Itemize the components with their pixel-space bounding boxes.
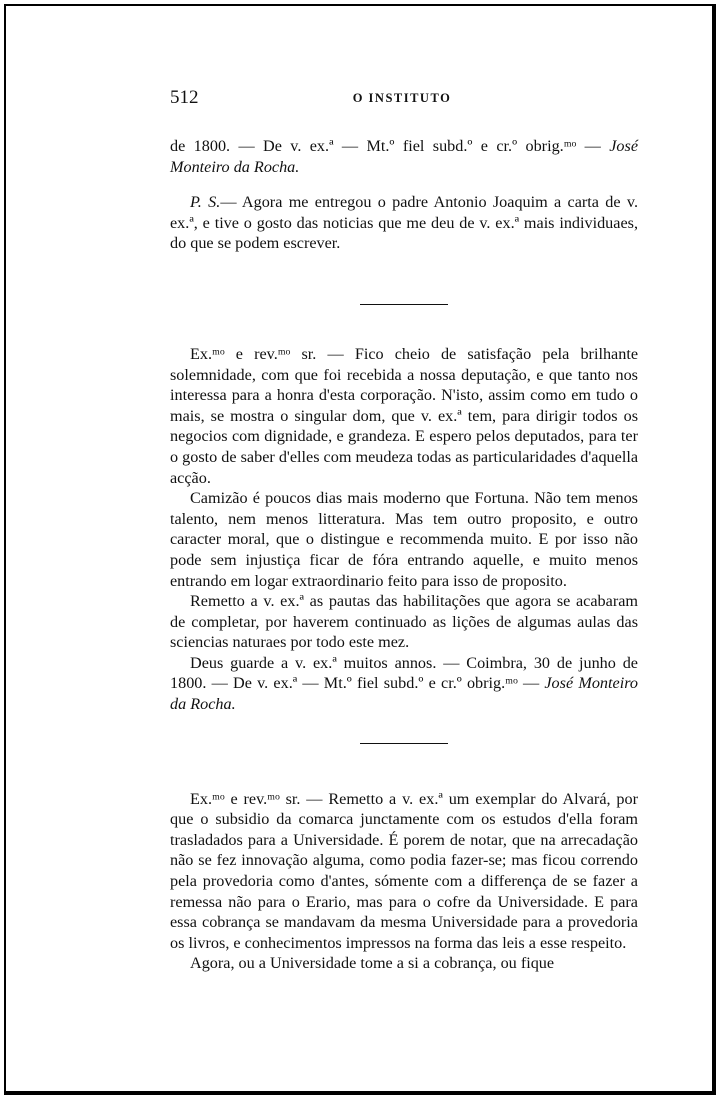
letter2-paragraph: Remetto a v. ex.ª as pautas das habilitações que agora se acabaram de completar, por haverem continuado as lições de algumas aulas das sciencias naturaes por todo este mez. [170, 592, 638, 652]
letter2-signature: José Monteiro da Rocha. [170, 674, 638, 714]
page-body [170, 136, 638, 974]
section-divider [360, 743, 448, 744]
letter2-closing-text: Deus guarde a v. ex.ª muitos annos. — Coimbra, 30 de junho de 1800. — De v. ex.ª — Mt.º fiel subd.º e cr.º obrig.ᵐᵒ — [170, 653, 638, 693]
page [4, 4, 716, 1095]
postscript [170, 192, 638, 254]
letter1-closing [170, 136, 638, 177]
letter1-closing-text: de 1800. — De v. ex.ª — Mt.º fiel subd.º e cr.º obrig.ᵐᵒ — [170, 137, 601, 155]
letter3-paragraph: Ex.ᵐᵒ e rev.ᵐᵒ sr. — Remetto a v. ex.ª um exemplar do Alvará, por que o subsidio da comarca junctamente com os estudos d'ella foram trasladados para a Universidade. É porem de notar, que na arrecadação não se fez innovação alguma, como podia fazer-se; mas ficou correndo pela provedoria como d'antes, sómente com a differença de se fazer a remessa não para o Erario, mas para o cofre da Universidade. E para essa cobrança se mandavam da mesma Universidade para a provedoria os livros, e conhecimentos impressos na forma das leis a esse respeito. [170, 789, 638, 952]
letter3-paragraph: Agora, ou a Universidade tome a si a cobrança, ou fique [190, 954, 555, 973]
postscript-text: — Agora me entregou o padre Antonio Joaquim a carta de v. ex.ª, e tive o gosto das noticias que me deu de v. ex.ª mais individuaes, do que se podem escrever. [170, 193, 638, 253]
section-divider [360, 304, 448, 305]
running-title: O INSTITUTO [352, 91, 452, 105]
postscript-label: P. S. [190, 193, 221, 212]
letter2-paragraph: Ex.ᵐᵒ e rev.ᵐᵒ sr. — Fico cheio de satisfação pela brilhante solemnidade, com que foi recebida a nossa deputação, e que tanto nos interessa para a honra d'esta corporação. N'isto, assim como em tudo o mais, se mostra o singular dom, que v. ex.ª tem, para dirigir todos os negocios com dignidade, e grandeza. E espero pelos deputados, para ter o gosto de saber d'elles com meudeza todas as particularidades d'aquella acção. [170, 344, 638, 487]
letter2-paragraph: Camizão é poucos dias mais moderno que Fortuna. Não tem menos talento, nem menos litteratura. Mas tem outro proposito, e outro caracter moral, que o distingue e recommenda muito. E por isso não pode sem injustiça ficar de fóra entrando aquelle, e muito menos entrando em logar extraordinario feito para isso de proposito. [170, 489, 638, 590]
letter2-closing [170, 653, 638, 715]
page-number: 512 [170, 87, 199, 108]
letter1-signature: José Monteiro da Rocha. [170, 137, 639, 176]
page-header [166, 87, 638, 111]
